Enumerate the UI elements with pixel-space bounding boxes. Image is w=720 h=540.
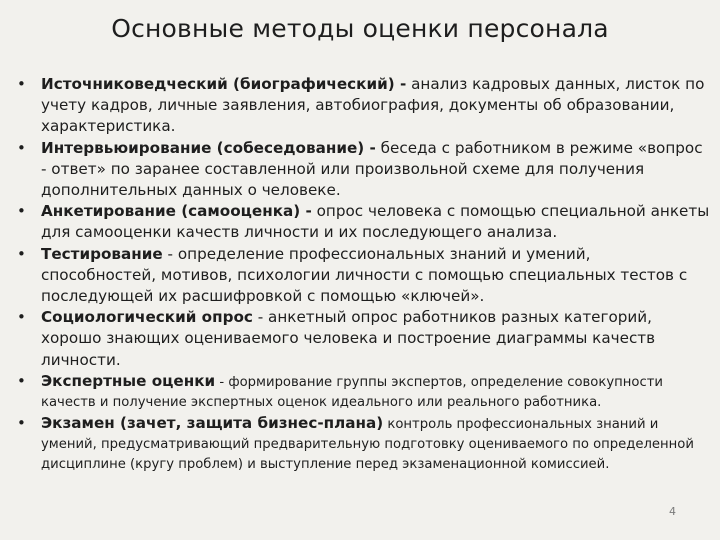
method-term: Социологический опрос [41,308,253,327]
method-description: - анкетный опрос работников разных категорий, хорошо знающих оцениваемого человека и построение диаграммы качеств личности. [41,308,656,369]
method-term: Экспертные оценки [41,371,216,390]
list-item [0,74,720,138]
bullet-icon: • [17,371,26,390]
list-item [0,371,720,413]
method-description: беседа с работником в режиме «вопрос - ответ» по заранее составленной или произвольной схеме для получения дополнительных данных о человеке. [41,138,703,200]
method-term: Тестирование [41,244,163,263]
list-item [0,307,720,371]
list-item [0,244,720,308]
list-item [0,201,720,243]
method-term: Интервьюирование (собеседование) - [41,138,376,157]
bullet-icon: • [17,202,26,221]
bullet-icon: • [17,75,26,93]
bullet-icon: • [17,244,26,263]
method-description: контроль профессиональных знаний и умений, предусматривающий предварительную подготовку оцениваемого по определенной дисциплине (кругу проблем) и выступление перед экзаменационной комиссией. [41,416,694,472]
bullet-icon: • [17,413,26,432]
bullet-icon: • [17,308,26,327]
method-description: - определение профессиональных знаний и умений, способностей, мотивов, психологии личности с помощью специальных тестов с последующей их расшифровкой с помощью «ключей». [41,244,688,306]
page-number: 4 [669,505,676,518]
method-term: Анкетирование (самооценка) - [41,202,312,221]
method-description: - формирование группы экспертов, определение совокупности качеств и получение экспертных оценок идеального или реального работника. [41,374,663,410]
slide-title: Основные методы оценки персонала [111,14,609,43]
method-description: опрос человека с помощью специальной анкеты для самооценки качеств личности и их последующего анализа. [41,202,710,242]
method-term: Экзамен (зачет, защита бизнес-плана) [41,413,384,432]
bullet-icon: • [17,138,26,157]
list-item [0,138,720,202]
list-item [0,413,720,475]
method-term: Источниковедческий (биографический) - [41,75,407,93]
method-description: анализ кадровых данных, листок по учету кадров, личные заявления, автобиография, документы об образовании, характеристика. [41,75,705,136]
methods-list [0,74,720,475]
